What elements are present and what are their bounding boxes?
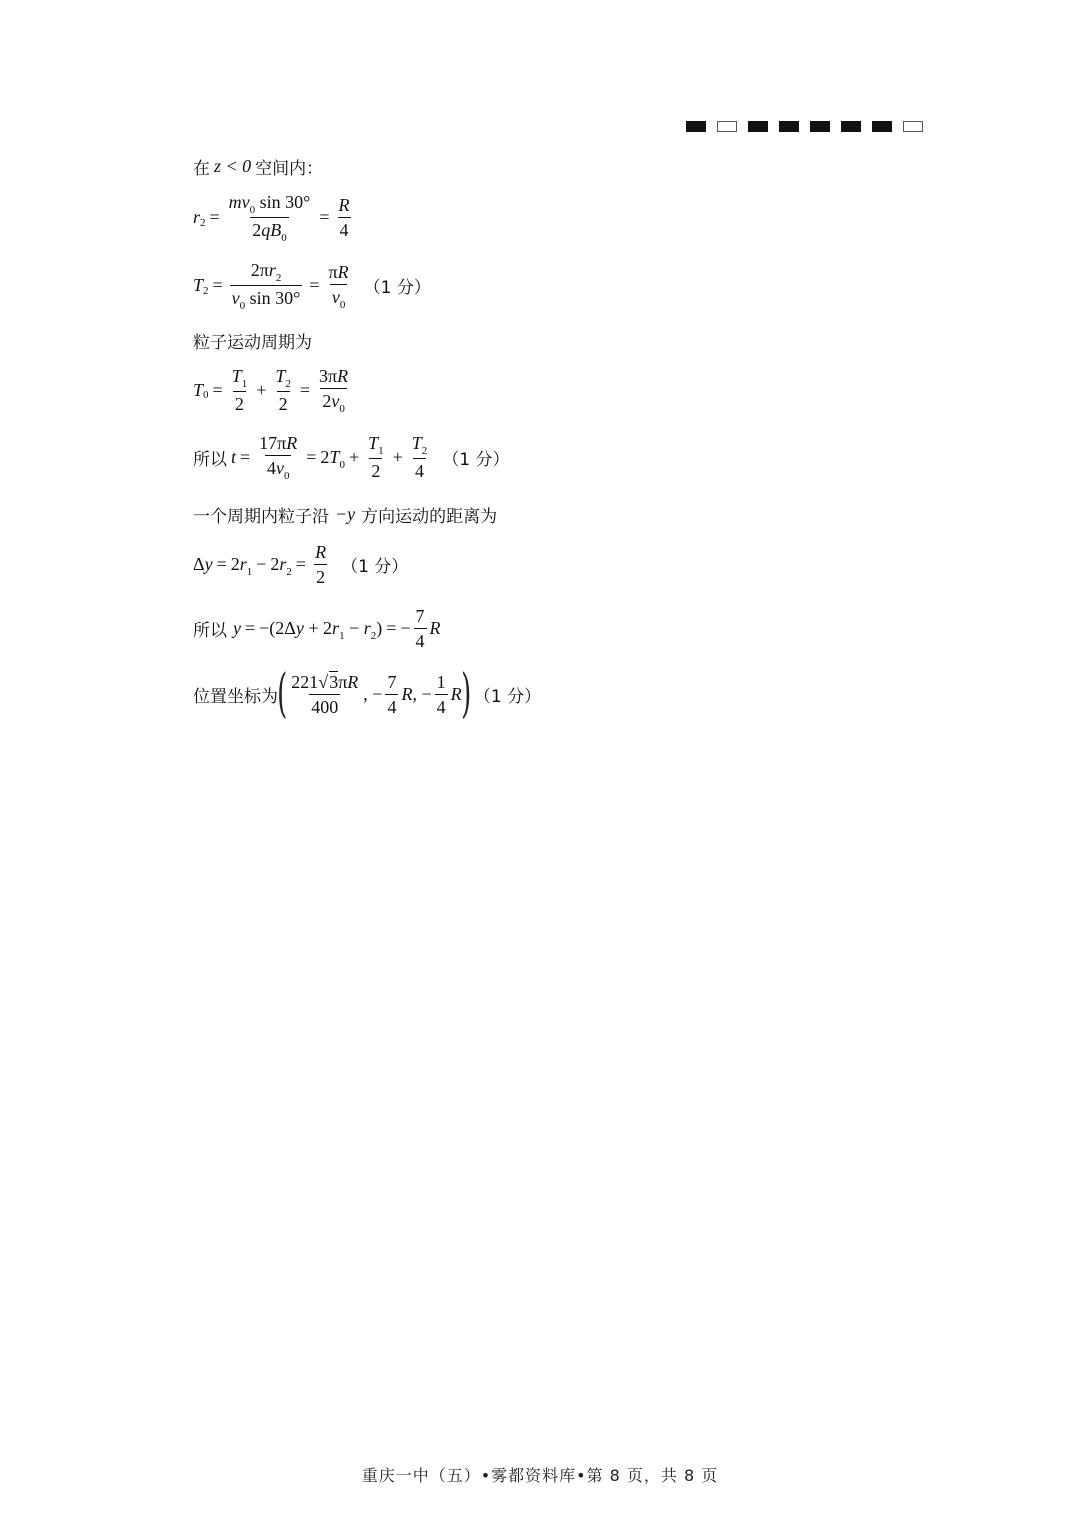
period-intro-line (193, 328, 312, 353)
score-mark: （1 分） (473, 686, 542, 707)
equation-delta-y: Δy = $2r_1$ − $2r_2$ = $\frac{R}{2}$ （1 分） (193, 542, 409, 587)
header-mark-filled (810, 121, 830, 132)
equation-t0: T 0 = $\frac{T_1}{2}$ + $\frac{T_2}{2}$ = $\frac{3\pi R}{2v_0}$ (193, 366, 349, 415)
page-footer: 重庆一中（五）•雾都资料库•第 8 页，共 8 页 (361, 1466, 719, 1485)
condition-expression: z < 0 (214, 156, 252, 176)
direction-expression: −y (335, 504, 356, 524)
region-condition-line (193, 154, 323, 179)
score-mark: （1 分） (341, 557, 409, 577)
header-mark-filled (748, 121, 768, 132)
text-therefore: 所以 (193, 449, 227, 470)
position-coordinate-line: 位置坐标为 ( $\frac{221√3\pi R}{400}$ , − $\frac{7}{4}$ R , − $\frac{1}{4}$ R ) （1 分） (193, 664, 542, 724)
header-marks (686, 121, 923, 132)
header-mark-open (717, 121, 737, 132)
header-mark-filled (779, 121, 799, 132)
equation-y: 所以 y = $-(2\Delta y + 2r_1 - r_2)$ = − $\frac{7}{4}$ R (193, 606, 441, 651)
text-space-inside: 空间内： (255, 159, 324, 179)
text-direction-distance: 方向运动的距离为 (361, 507, 498, 527)
equation-t2: T 2 = $\frac{2\pi r_2}{v_0 \sin 30^\circ}$ = $\frac{\pi R}{v_0}$ （1 分） (193, 260, 431, 312)
header-mark-filled (872, 121, 892, 132)
distance-intro-line (193, 502, 497, 527)
equation-time: 所以 t = $\frac{17\pi R}{4v_0}$ = $2T_0$ + $\frac{T_1}{2}$ + $\frac{T_2}{4}$ （1 分） (193, 433, 510, 482)
text-therefore: 所以 (193, 621, 227, 641)
text-position: 位置坐标为 (193, 686, 278, 707)
score-mark: （1 分） (363, 278, 431, 298)
text-per-period: 一个周期内粒子沿 (193, 507, 329, 527)
text-in: 在 (193, 159, 210, 179)
header-mark-open (903, 121, 923, 132)
text-period-intro: 粒子运动周期为 (193, 333, 312, 353)
equation-r2: r 2 = $\frac{mv_0 \sin 30^\circ}{2qB_0}$ = $\frac{R}{4}$ (193, 192, 350, 244)
header-mark-filled (841, 121, 861, 132)
header-mark-filled (686, 121, 706, 132)
score-mark: （1 分） (442, 449, 510, 470)
